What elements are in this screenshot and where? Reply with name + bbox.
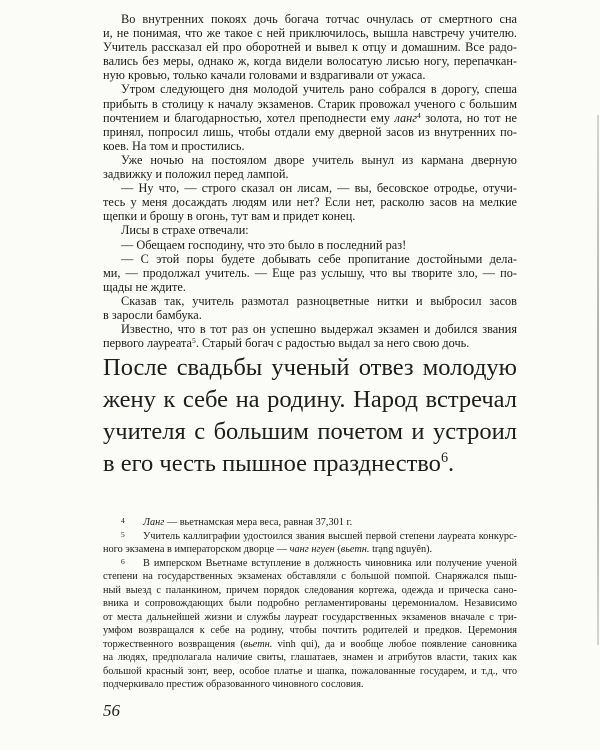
footnote-line — [103, 516, 517, 530]
large-line: После свадьбы ученый отвез молодую — [103, 354, 517, 381]
footnote — [103, 516, 517, 530]
page-number: 56 — [103, 701, 120, 720]
footnote-number: 4 — [121, 516, 125, 525]
body-line: Уже ночью на постоялом дворе учитель вынул из кармана дверную — [121, 152, 517, 167]
text-segment: почтением и благодарностью, хотел преподнести ему — [103, 110, 395, 125]
footnote-line: степени на государственных экзаменах обставляли с большой помпой. Снаряжался пыш- — [103, 571, 517, 582]
footnote-line — [103, 638, 517, 652]
footnote-line: от места дальнейшей жизни и службы лауреат государственных экзаменов вначале с три- — [103, 611, 517, 623]
text-segment: золота, но тот не — [420, 110, 517, 125]
footnote-line: большой красный зонт, веер, особое платье и шапка, пожалованные государем, и т.д., что — [103, 665, 517, 677]
body-line: и, не понимая, что же такое с ней приключилось, вышла навстречу учителю. — [103, 26, 517, 41]
italic-abbreviation: вьетн. — [340, 544, 370, 555]
footnote-line: ный выезд с паланкином, причем порядок следования кортежа, одежда и прическа сано- — [103, 584, 517, 596]
large-line: учителя с большим почетом и устроил — [103, 418, 517, 445]
body-line: вались без меры, однако ж, когда видели волосатую лисью ногу, перепачкан- — [103, 54, 517, 69]
italic-term: Ланг — [143, 517, 165, 528]
text-segment: Учитель каллиграфии удостоился звания высшей первой степени лауреата конкурс- — [143, 530, 517, 542]
body-line: коев. На том и простились. — [103, 138, 245, 153]
paragraph — [103, 223, 517, 237]
body-line: Учитель рассказал ей про оборотней и вывел к отцу и домашним. Все радо- — [103, 40, 517, 55]
italic-abbreviation: вьетн. — [243, 638, 273, 650]
body-line: — С этой поры будете добывать себе пропитание достойными дела- — [121, 251, 517, 266]
body-line: принял, попросил лишь, чтобы отдали ему дверной засов из внутренних по- — [103, 124, 517, 139]
footnote-ref: 6 — [440, 450, 449, 467]
body-line: ми, — продолжал учитель. — Еще раз услышу, что вы творите зло, — по- — [103, 265, 517, 280]
body-line: ную кровью, только качали головами и вздрагивали от ужаса. — [103, 68, 426, 83]
body-line: Во внутренних покоях дочь богача тотчас очнулась от смертного сна — [121, 12, 517, 26]
text-segment: В имперском Вьетнаме вступление в должность чиновника или получение ученой — [143, 557, 517, 569]
body-line: Утром следующего дня молодой учитель рано собрался в дорогу, спеша — [121, 82, 517, 97]
text-segment: ного экзамена в императорском дворце — — [103, 544, 290, 555]
text-segment: trạng nguyên). — [369, 544, 433, 555]
footnote — [103, 530, 517, 557]
body-line: — Обещаем господину, что это было в последний раз! — [121, 237, 407, 252]
footnote-line — [103, 530, 517, 544]
italic-term: чанг нгуен — [289, 544, 335, 555]
footnote-line: умфом возвращался к себе на родину, чтобы почтить родителей и предков. Церемония — [103, 625, 517, 636]
footnote-line: вника и сопровождающих были подробно регламентированы церемониалом. Независимо — [103, 598, 517, 609]
body-line: щепки и брошу в огонь, тут вам и придет конец. — [103, 209, 356, 224]
paragraph — [103, 82, 517, 152]
footnote-ref: 5 — [192, 336, 196, 346]
text-segment: . Старый богач с радостью выдал за него свою дочь. — [195, 336, 470, 351]
paragraph — [103, 153, 517, 181]
body-line: — Ну что, — строго сказал он лисам, — вы, бесовское отродье, отучи- — [121, 181, 517, 196]
paragraph — [103, 322, 517, 350]
body-line: в заросли бамбука. — [103, 307, 202, 322]
footnote-line: подчеркивало престиж образованного чиновного сословия. — [103, 679, 364, 690]
text-segment: первого лауреата — [103, 336, 193, 351]
footnote-line — [103, 543, 517, 557]
scan-edge-shadow — [597, 115, 599, 645]
paragraph — [103, 238, 517, 252]
body-line: Известно, что в тот раз он успешно выдержал экзамен и добился звания — [121, 322, 517, 337]
paragraph — [103, 294, 517, 322]
footnote-line — [103, 557, 517, 571]
body-line: щады не ждите. — [103, 279, 186, 294]
body-line: задвижку и положил перед лампой. — [103, 167, 289, 182]
text-segment: vinh qui), да и вообще любое появление сановника — [272, 638, 517, 650]
large-line: жену к себе на родину. Народ встречал — [103, 386, 517, 413]
body-line — [103, 111, 517, 125]
text-segment: ( — [334, 544, 341, 555]
large-type-paragraph — [103, 352, 517, 480]
text-segment: в его честь пышное празднество — [103, 450, 441, 477]
body-line: тесь у меня досаждать людям или нет? Если нет, расколю засов на мелкие — [103, 195, 517, 210]
footnote-number: 5 — [121, 529, 125, 539]
italic-term: ланг — [394, 110, 418, 125]
text-segment: . — [448, 450, 455, 477]
body-line: Сказав так, учитель размотал разноцветные нитки и выбросил засов — [121, 293, 517, 308]
large-line — [103, 448, 517, 480]
body-line: прибыть в столицу к началу экзаменов. Старик провожал ученого с большим — [103, 96, 517, 111]
footnote-ref: 4 — [417, 110, 421, 120]
footnotes — [103, 516, 517, 692]
main-text — [103, 12, 517, 350]
text-segment: — вьетнамская мера веса, равная 37,301 г. — [164, 517, 353, 528]
footnote-number: 6 — [121, 556, 125, 566]
paragraph — [103, 12, 517, 82]
paragraph — [103, 252, 517, 294]
body-line: Лисы в страхе отвечали: — [121, 223, 249, 238]
footnote-line: на людях, предполагала наличие свиты, глашатаев, знамен и атрибутов власти, таких как — [103, 652, 517, 663]
paragraph — [103, 181, 517, 223]
text-segment: торжественного возвращения ( — [103, 638, 244, 650]
footnote — [103, 557, 517, 692]
body-line — [103, 336, 517, 350]
